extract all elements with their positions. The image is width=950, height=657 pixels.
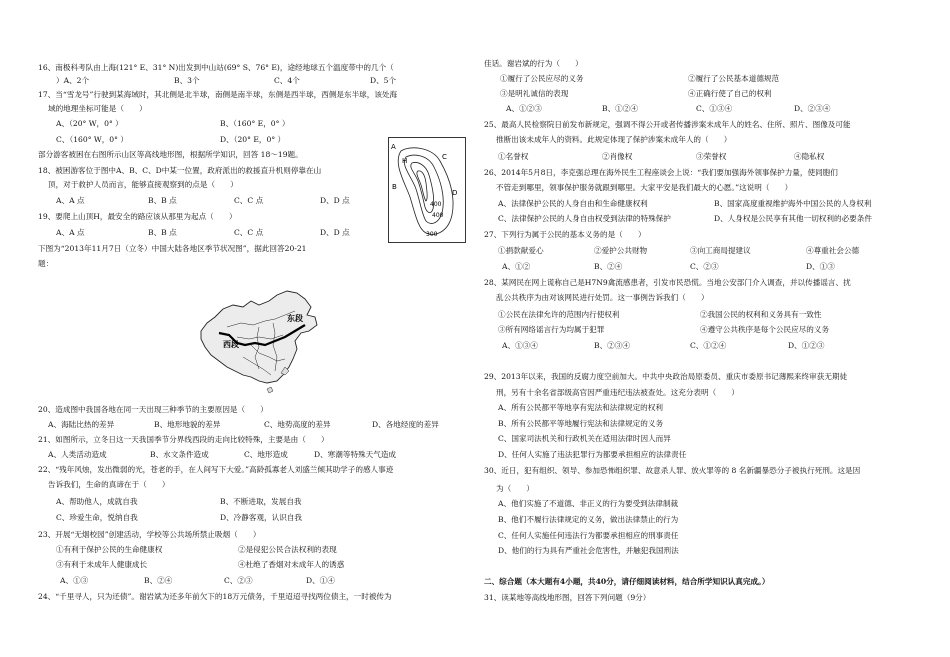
q28-option-b: B、②③④ xyxy=(594,341,630,350)
q22-stem-2: 告诉我们，生命的真谛在于（ ） xyxy=(48,480,170,489)
q30-stem-1: 30、近日，犯有组织、领导、参加恐怖组织罪、故意杀人罪、放火罪等的 8 名新疆暴恐分子被执行死刑。这是因 xyxy=(484,466,861,475)
q25-option-1: ①名誉权 xyxy=(498,152,529,161)
q17-stem-2: 域的地理坐标可能是（ ） xyxy=(48,104,147,113)
q30-option-c: C、任何人实施任何违法行为都要承担相应的刑事责任 xyxy=(498,531,679,540)
intro-20-21-line-1: 下图为“2013年11月7日（立冬）中国大陆各地区季节状况图”，据此回答20-21 xyxy=(38,244,307,253)
q23-sub-row-2 xyxy=(38,560,470,570)
label-east-section: 东段 xyxy=(287,314,303,323)
q25-option-3: ③荣誉权 xyxy=(696,152,727,161)
q28-option-c: C、①②④ xyxy=(690,341,727,350)
q16-option-a: ）A、2个 xyxy=(56,76,90,85)
q25-stem-1: 25、最高人民检察院日前发布新规定，强调不得公开或者传播涉案未成年人的姓名、住所、照片、图像及可能 xyxy=(484,120,851,129)
china-season-map-figure xyxy=(197,287,323,399)
q27-option-a: A、①② xyxy=(502,262,531,271)
q18-option-c: C、C 点 xyxy=(234,196,264,205)
q28-sub-3: ③所有网络谣言行为均属于犯罪 xyxy=(498,325,605,334)
q25-option-4: ④隐私权 xyxy=(794,152,825,161)
q26-sub-row-2 xyxy=(484,214,924,224)
q19-option-b: B、B 点 xyxy=(148,228,177,237)
q23-option-c: C、②③ xyxy=(224,576,253,585)
label-400-upper: 400 xyxy=(430,201,442,208)
q24-option-c: C、①③④ xyxy=(696,104,733,113)
q31-stem: 31、读某地等高线地形图，回答下列问题（9分） xyxy=(484,593,651,602)
q19-stem: 19、要爬上山顶H，最安全的路应该从那里为起点（ ） xyxy=(38,212,237,221)
q28-sub-row-1 xyxy=(484,310,924,320)
q24-sub-2: ②履行了公民基本道德规范 xyxy=(688,74,780,83)
q26-stem-2: 不管走到哪里，领事保护服务就跟到哪里。大家平安是我们最大的心愿。”这说明（ ） xyxy=(496,183,793,192)
q23-option-a: A、①③ xyxy=(60,576,89,585)
label-300: 300 xyxy=(426,231,438,238)
q20-option-d: D、各地经度的差异 xyxy=(372,420,439,429)
q30-stem-2: 为（ ） xyxy=(496,484,534,493)
q30-option-d: D、他们的行为具有严重社会危害性，并触犯我国刑法 xyxy=(498,546,679,555)
label-400-lower: 400 xyxy=(432,212,444,219)
q16-option-c: C、4个 xyxy=(274,76,300,85)
q22-options-row-1 xyxy=(38,497,470,507)
q26-option-c: C、法律保护公民的人身自由权受到法律的特殊保护 xyxy=(498,214,671,223)
q27-stem: 27、下列行为属于公民的基本义务的是（ ） xyxy=(484,230,646,239)
q16-option-b: B、3个 xyxy=(174,76,200,85)
q30-option-a: A、他们实施了不道德、非正义的行为要受到法律制裁 xyxy=(498,499,679,508)
q28-stem-2: 乱公共秩序为由对该网民进行处罚。这一事例告诉我们（ ） xyxy=(496,293,709,302)
q22-stem-1: 22、“残年风烛，发出微弱的光，苍老的手，在人间写下大爱。”高龄孤寡老人刘盛兰倾其助学子的感人事迹 xyxy=(38,465,394,474)
q24-sub-row-2 xyxy=(484,89,924,99)
section-2-heading: 二、综合题（本大题有4小题，共40分，请仔细阅读材料，结合所学知识认真完成。） xyxy=(484,577,770,586)
q25-option-2: ②肖像权 xyxy=(602,152,633,161)
q22-options-row-2 xyxy=(38,513,470,523)
q23-stem: 23、开展“无烟校园”创建活动，学校等公共场所禁止吸烟（ ） xyxy=(38,530,261,539)
q19-option-c: C、C 点 xyxy=(234,228,264,237)
q24-option-a: A、①②③ xyxy=(506,104,542,113)
q29-option-c: C、国家司法机关和行政机关在适用法律时因人而异 xyxy=(498,434,671,443)
q25-options xyxy=(484,152,924,162)
label-point-A: A xyxy=(391,143,396,151)
q21-options xyxy=(38,450,470,460)
q24-sub-1: ①履行了公民应尽的义务 xyxy=(500,74,584,83)
q17-stem-1: 17、当“雪龙号”行驶到某海域时，其北侧是北半球，南侧是南半球，东侧是西半球，西侧是东半球，该处海 xyxy=(38,90,398,99)
q18-stem-2: 顶，对于救护人员而言，能够直接观察到的点是（ ） xyxy=(48,180,238,189)
q29-option-a: A、所有公民都平等地享有宪法和法律规定的权利 xyxy=(498,403,663,412)
label-point-C: C xyxy=(442,153,447,161)
q28-options xyxy=(484,341,924,351)
q27-sub-1: ①捐款献爱心 xyxy=(498,246,544,255)
q26-stem-1: 26、2014年5月8日，李克强总理在海外民生工程座谈会上说：“我们要加强海外领事保护力量，使同胞们 xyxy=(484,168,838,177)
hainan-island xyxy=(267,387,273,393)
q29-stem-1: 29、2013年以来，我国的反腐力度空前加大。中共中央政治局原委员、重庆市委原书记薄熙来终审获无期徒 xyxy=(484,372,848,381)
q17-option-c: C、（160° W，0° ） xyxy=(56,135,128,144)
q27-sub-row xyxy=(484,246,924,256)
q27-sub-4: ④尊重社会公德 xyxy=(806,246,860,255)
q23-sub-row-1 xyxy=(38,545,470,555)
q23-sub-4: ④杜绝了香烟对未成年人的诱惑 xyxy=(238,560,345,569)
q24-continuation: 佳话。谢岩斌的行为（ ） xyxy=(484,59,583,68)
intro-20-21-line-2: 题： xyxy=(38,259,54,268)
q24-option-d: D、②③④ xyxy=(794,104,831,113)
q28-sub-4: ④遵守公共秩序是每个公民应尽的义务 xyxy=(700,325,830,334)
q20-stem: 20、造成图中我国各地在同一天出现三种季节的主要原因是（ ） xyxy=(38,405,268,414)
q18-option-d: D、D 点 xyxy=(320,196,350,205)
label-west-section: 西段 xyxy=(223,340,239,349)
q21-option-b: B、水文条件造成 xyxy=(150,450,209,459)
q25-stem-2: 推断出该未成年人的资料。此规定体现了保护涉案未成年人的（ ） xyxy=(496,135,732,144)
q23-sub-2: ②是侵犯公民合法权利的表现 xyxy=(238,545,337,554)
q28-option-d: D、①②③ xyxy=(788,341,825,350)
q16-options xyxy=(38,76,470,86)
q24-sub-4: ④正确行使了自己的权利 xyxy=(688,89,772,98)
label-point-D: D xyxy=(452,189,458,197)
q24-sub-row-1 xyxy=(484,74,924,84)
q17-option-b: B、（160° E，0° ） xyxy=(220,119,290,128)
q21-stem: 21、如图所示，立冬日这一天我国季节分界线西段的走向比较特殊，主要是由（ ） xyxy=(38,435,329,444)
q22-option-d: D、冷静客观，认识自我 xyxy=(220,513,303,522)
q22-option-c: C、珍爱生命，悦纳自我 xyxy=(56,513,138,522)
q26-option-d: D、人身权是公民享有其他一切权利的必要条件 xyxy=(714,214,872,223)
q18-option-b: B、B 点 xyxy=(148,196,177,205)
q24-stem: 24、“千里寻人，只为还债”。谢岩斌为还多年前欠下的18万元债务，千里迢迢寻找两位债主，一时被传为 xyxy=(38,592,392,601)
label-point-H: H xyxy=(402,157,408,165)
q28-option-a: A、①③④ xyxy=(502,341,538,350)
q16-stem: 16、南极科考队由上海(121° E、31° N)出发到中山站(69° S、76° E)，途经地球五个温度带中的几个（ xyxy=(38,63,394,72)
q27-option-d: D、①③ xyxy=(806,262,835,271)
q23-option-b: B、②④ xyxy=(144,576,173,585)
q17-option-a: A、（20° W，0° ） xyxy=(56,119,123,128)
q24-sub-3: ③是明礼诚信的表现 xyxy=(500,89,569,98)
q27-sub-3: ③向工商局提建议 xyxy=(690,246,751,255)
q29-option-d: D、任何人实施了违法犯罪行为都要承担相应的法律责任 xyxy=(498,450,687,459)
intro-18-19: 部分游客被困在右图所示山区等高线地形图，根据所学知识，回答 18～19题。 xyxy=(38,150,303,159)
q23-sub-1: ①有利于保护公民的生命健康权 xyxy=(56,545,163,554)
q18-option-a: A、A 点 xyxy=(56,196,85,205)
q26-option-a: A、法律保护公民的人身自由和生命健康权利 xyxy=(498,199,648,208)
q27-option-c: C、②③ xyxy=(690,262,719,271)
q21-option-c: C、地形造成 xyxy=(244,450,288,459)
q24-options xyxy=(484,104,924,114)
q27-option-b: B、②④ xyxy=(594,262,623,271)
contour-map-figure xyxy=(388,137,466,243)
q28-stem-1: 28、某网民在网上谎称自己是H7N9禽流感患者，引发市民恐慌。当地公安部门介入调查，并以传播谣言、扰 xyxy=(484,278,851,287)
q28-sub-2: ②我国公民的权利和义务具有一致性 xyxy=(700,310,822,319)
q20-options xyxy=(38,420,470,430)
q27-options xyxy=(484,262,924,272)
q26-sub-row-1 xyxy=(484,199,924,209)
q21-option-a: A、人类活动造成 xyxy=(48,450,107,459)
q21-option-d: D、寒潮等特殊天气造成 xyxy=(314,450,397,459)
q16-option-d: D、5个 xyxy=(370,76,397,85)
q22-option-a: A、帮助他人，成就自我 xyxy=(56,497,138,506)
q29-option-b: B、所有公民都平等地履行宪法和法律规定的义务 xyxy=(498,419,664,428)
q17-options-row-1 xyxy=(38,119,470,129)
q19-option-d: D、D 点 xyxy=(320,228,350,237)
q20-option-b: B、地形地貌的差异 xyxy=(154,420,221,429)
q30-option-b: B、他们不履行法律规定的义务，做出法律禁止的行为 xyxy=(498,515,679,524)
q28-sub-row-2 xyxy=(484,325,924,335)
q19-option-a: A、A 点 xyxy=(56,228,85,237)
q23-option-d: D、①④ xyxy=(306,576,335,585)
q20-option-a: A、海陆比热的差异 xyxy=(48,420,115,429)
q29-stem-2: 刑，另有十余名省部级高官因严重违纪违法被查处。这充分表明（ ） xyxy=(496,388,739,397)
q18-stem-1: 18、被困游客位于图中A、B、C、D中某一位置，政府派出的救援直升机则停靠在山 xyxy=(38,166,322,175)
label-point-B: B xyxy=(392,183,397,191)
q23-sub-3: ③有利于未成年人健康成长 xyxy=(56,560,148,569)
q17-option-d: D、（20° E，0° ） xyxy=(220,135,286,144)
q27-sub-2: ②爱护公共财物 xyxy=(594,246,648,255)
q22-option-b: B、不断进取，发展自我 xyxy=(220,497,302,506)
q28-sub-1: ①公民在法律允许的范围内行使权利 xyxy=(498,310,620,319)
q24-option-b: B、①②④ xyxy=(602,104,638,113)
q20-option-c: C、地势高度的差异 xyxy=(264,420,331,429)
q26-option-b: B、国家高度重视维护海外中国公民的人身权利 xyxy=(714,199,872,208)
q23-options xyxy=(38,576,470,586)
